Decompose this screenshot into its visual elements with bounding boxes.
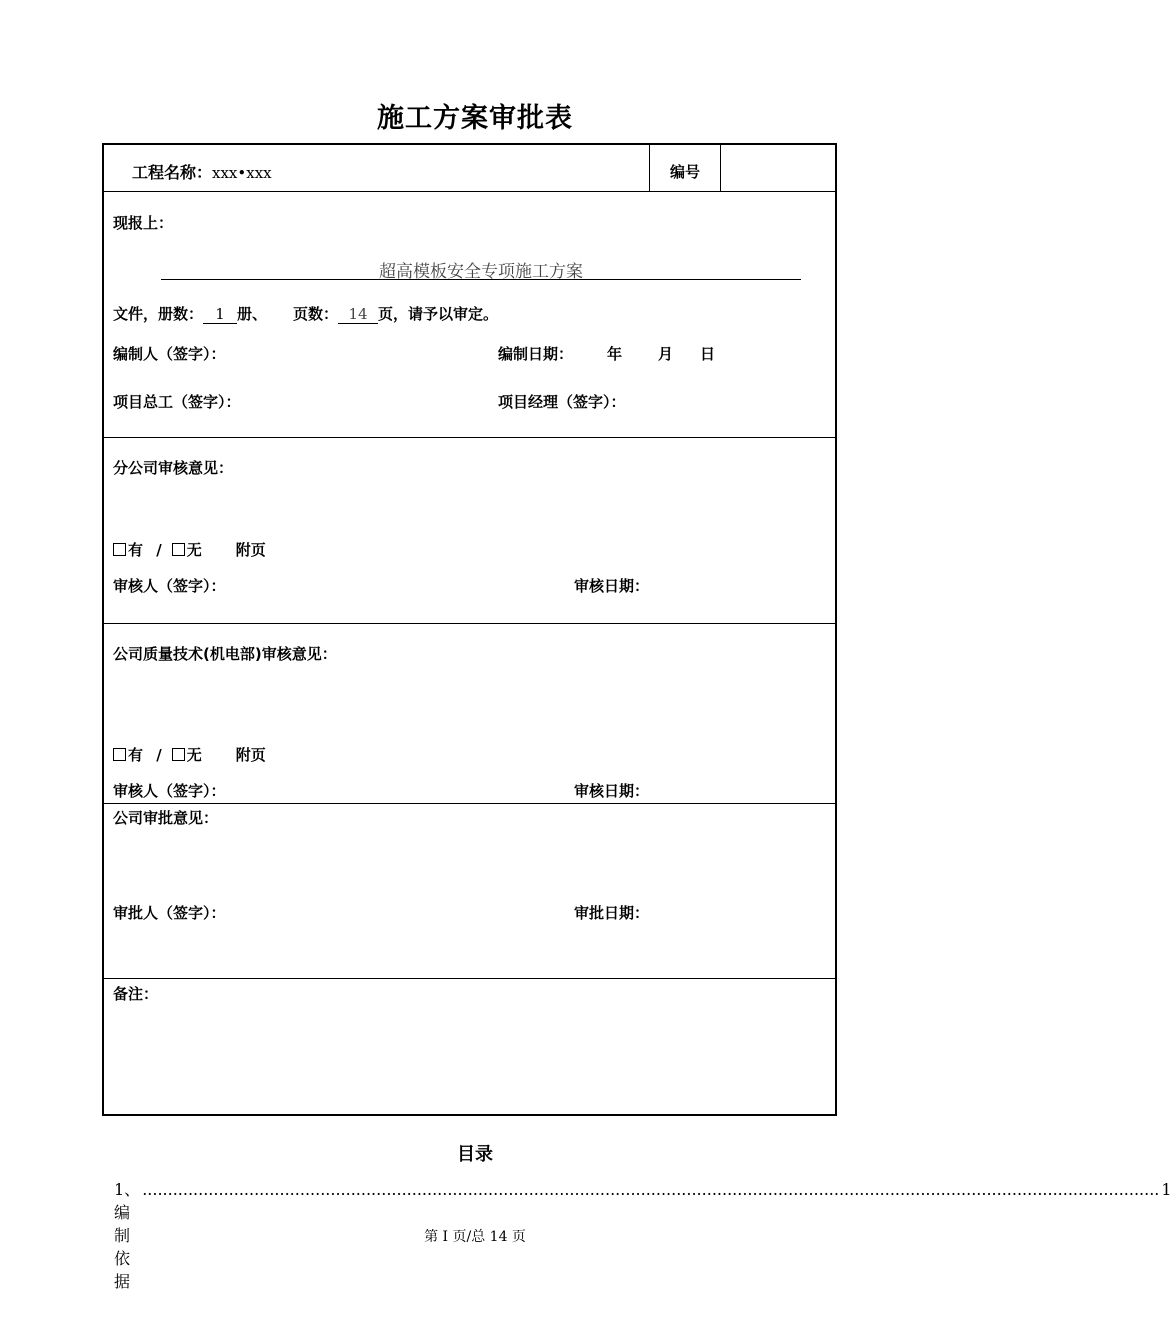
toc-leader-dots: ........................................................................................................................................................................................................ (142, 1180, 1160, 1199)
toc-entry-page: 1 (1161, 1180, 1172, 1199)
company-review-date-label: 审核日期： (574, 782, 650, 800)
page-footer: 第 I 页/总 14 页 (424, 1229, 526, 1245)
document-count-line: 文件，册数： 1 册、 页数： 14 页，请予以审定。 (113, 305, 499, 323)
divider (104, 623, 835, 624)
branch-review-date-label: 审核日期： (574, 577, 650, 595)
volumes-value: 1 (203, 305, 237, 324)
divider (104, 803, 835, 804)
divider (104, 978, 835, 979)
toc-entry-label: 1、编制依据 (114, 1180, 141, 1291)
company-review-heading: 公司质量技术(机电部)审核意见： (113, 645, 337, 663)
approver-label: 审批人（签字）： (113, 904, 226, 922)
project-name-value: xxx•xxx (212, 164, 272, 182)
none-checkbox[interactable] (172, 748, 185, 761)
company-attachment-options: 有 / 无 附页 (113, 744, 266, 765)
project-manager-label: 项目经理（签字）： (498, 393, 626, 411)
pages-value: 14 (338, 305, 378, 324)
has-checkbox[interactable] (113, 748, 126, 761)
divider (104, 437, 835, 438)
company-reviewer-label: 审核人（签字）： (113, 782, 226, 800)
day-label: 日 (700, 345, 716, 363)
divider (104, 191, 835, 192)
divider (649, 145, 650, 191)
approval-form-table (102, 143, 837, 1116)
year-label: 年 (607, 345, 623, 363)
chief-engineer-label: 项目总工（签字）： (113, 393, 241, 411)
remarks-heading: 备注： (113, 985, 159, 1003)
compiler-label: 编制人（签字）： (113, 345, 226, 363)
company-approval-heading: 公司审批意见： (113, 809, 219, 827)
month-label: 月 (658, 345, 674, 363)
toc-title: 目录 (457, 1144, 493, 1165)
plan-name: 超高模板安全专项施工方案 (161, 257, 801, 280)
has-checkbox[interactable] (113, 543, 126, 556)
form-title: 施工方案审批表 (377, 103, 573, 134)
branch-review-heading: 分公司审核意见： (113, 459, 234, 477)
branch-attachment-options: 有 / 无 附页 (113, 539, 266, 560)
none-checkbox[interactable] (172, 543, 185, 556)
report-label: 现报上： (113, 214, 174, 232)
approval-date-label: 审批日期： (574, 904, 650, 922)
divider (720, 145, 721, 191)
branch-reviewer-label: 审核人（签字）： (113, 577, 226, 595)
number-label: 编号 (670, 163, 701, 181)
compile-date-label: 编制日期： (498, 345, 574, 363)
project-name-label: 工程名称：xxx•xxx (132, 163, 272, 182)
